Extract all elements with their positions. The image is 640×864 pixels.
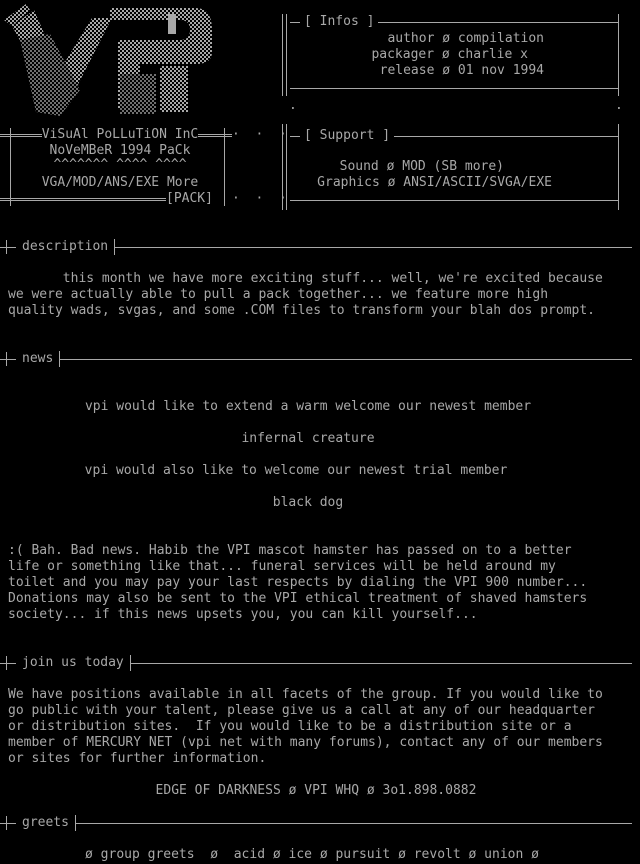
connector-dots: · · · [232,191,287,206]
greets-heading: greets [16,815,76,831]
infos-box-bottom-border [290,88,618,89]
news-member-name: infernal creature [241,431,375,446]
join-heading: join us today [16,655,131,671]
news-body: :( Bah. Bad news. Habib the VPI mascot hamster has passed on to a better life or something like that... funeral services will be held around my toilet and you may pay your last respects by dialing the VPI 900 number... Donations may also be sent to the VPI ethical treatment of shaved hamsters society... if this news upsets you, you can kill yourself... [8,543,588,622]
connector-dots: . [289,98,297,113]
support-title: [ Support ] [300,128,394,144]
section-divider-cap [6,240,7,254]
hq-line: EDGE OF DARKNESS ø VPI WHQ ø 3o1.898.0882 [155,783,477,798]
vpi-logo [0,0,214,124]
section-divider-cap [6,352,7,366]
pack-line: NoVeMBeR 1994 PaCk [49,143,191,158]
pack-line: VGA/MOD/ANS/EXE More [41,175,199,190]
infos-row: release ø 01 nov 1994 [379,63,544,78]
connector-dots: . [615,98,623,113]
news-welcome-text: vpi would like to extend a warm welcome our newest member [84,399,532,414]
infos-row: author ø compilation [387,31,544,46]
section-divider [0,359,632,360]
section-divider [0,823,632,824]
news-heading: news [16,351,60,367]
join-body: We have positions available in all facets of the group. If you would like to go public with your talent, please give us a call at any of our headquarter or distribution sites. If you would like to be a distribution site or a member of MERCURY NET (vpi net with many forums), contact any of our members or sites for further information. [8,687,603,766]
connector-dots: · · · [232,127,287,142]
support-row: Sound ø MOD (SB more) [339,159,504,174]
pack-underline: ^^^^^^^ ^^^^ ^^^^ [53,157,187,172]
section-divider-cap [6,656,7,670]
infos-row: packager ø charlie x [371,47,528,62]
support-row: Graphics ø ANSI/ASCII/SVGA/EXE [317,175,552,190]
pack-tag: [PACK] [166,191,213,206]
pack-box-left-border [10,128,11,206]
support-box-bottom-border [290,200,618,201]
infos-box-right-border [618,14,619,96]
infos-title: [ Infos ] [300,14,378,30]
news-welcome-text: vpi would also like to welcome our newest trial member [84,463,508,478]
section-divider-cap [6,816,7,830]
news-member-name: black dog [272,495,344,510]
support-box-right-border [618,124,619,210]
description-heading: description [16,239,115,255]
pack-box-bottom-border [0,198,166,201]
infos-box-left-border [282,14,287,96]
description-body: this month we have more exciting stuff... well, we're excited because we were actually able to pull a pack together... we feature more high quality wads, svgas, and some .COM files to transform your blah dos prompt. [8,271,603,318]
pack-line: ViSuAl PoLLuTiON InC [41,127,199,142]
greets-line: ø group greets ø acid ø ice ø pursuit ø revolt ø union ø [85,847,539,862]
pack-box-right-border [224,128,225,206]
